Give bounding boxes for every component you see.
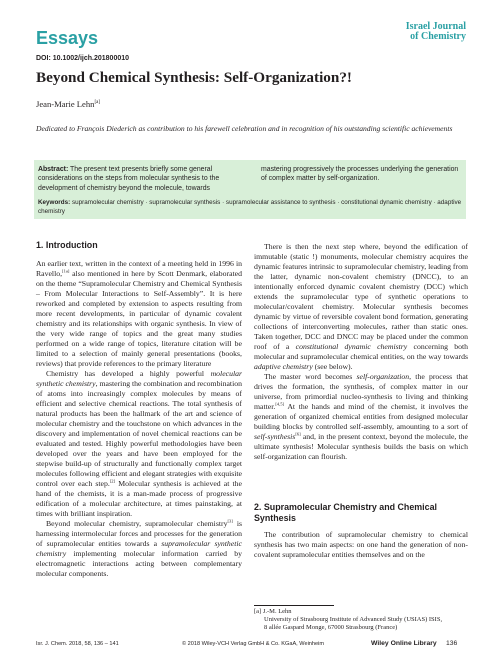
abstract-label: Abstract: bbox=[38, 166, 69, 173]
author-footnote bbox=[254, 608, 468, 633]
abstract-left bbox=[38, 165, 251, 193]
author-name: Jean-Marie Lehn bbox=[36, 99, 95, 109]
footer-copyright: © 2018 Wiley-VCH Verlag GmbH & Co. KGaA, Weinheim bbox=[182, 641, 325, 647]
journal-name bbox=[356, 22, 466, 42]
citation-ref[interactable]: [4,5] bbox=[275, 401, 285, 407]
page-number: 136 bbox=[446, 640, 458, 647]
keywords bbox=[38, 198, 462, 216]
right-paragraph-1: There is then the next step where, beyond the edification of immutable (static !) monuments, molecular chemistry acquires the dynamic features intrinsic to supramolecular chemistry, leading from the latter, dynamic non-covalent chemistry (DNCC), to an intentionally enforced dynamic covalent chemistry (DCC) which extends the supramolecular type of synthetic operations to molecular/covalent chemistry. Molecular synthesis becomes dynamic by virtue of reversible covalent bond formation, generating collections of interconverting molecules, rather than static ones. Taken together, DCC and DNCC may be placed under the common roof of a constitutional dynamic chemistry concerning both molecular and supramolecular chemical entities, on the way towards adaptive chemistry (see below). bbox=[254, 242, 468, 371]
abstract-text-left: The present text presents briefly some general considerations on the steps from molecular synthesis to the development of chemistry beyond the molecule, towards bbox=[38, 166, 220, 192]
abstract-text-right: mastering progressively the processes underlying the generation of complex matter by self-organization. bbox=[261, 166, 459, 183]
section-label: Essays bbox=[36, 28, 99, 48]
dedication: Dedicated to François Diederich as contribution to his farewell celebration and in recognition of his outstanding scientific achievements bbox=[36, 124, 453, 133]
right-column bbox=[254, 242, 468, 462]
left-paragraph-1: An earlier text, written in the context of a meeting held in 1996 in Ravello,[1a] also mentioned in here by Scott Denmark, elaborated on the theme “Supramolecular Chemistry and Chemical Synthesis – From Molecular Interactions to Self-Assembly”. It is here reworked and completed by extension to aspects resulting from more recent developments, in particular of dynamic covalent chemistry and its relationships with organic synthesis. In view of the very wide range of topics and the great many studies performed on a wide range of topics, literature citation will be limited to a selection of mainly general presentations (books, reviews) that provide references to the primary literature bbox=[36, 259, 242, 368]
article-title: Beyond Chemical Synthesis: Self-Organization?! bbox=[36, 69, 352, 86]
doi[interactable]: DOI: 10.1002/ijch.201800010 bbox=[36, 55, 130, 62]
citation-ref[interactable]: [1a] bbox=[62, 268, 70, 274]
citation-ref[interactable]: [2] bbox=[109, 478, 116, 484]
right-paragraph-2: The master word becomes self-organization, the process that drives the formation, the synthesis, of complex matter in our universe, from primordial nucleo-synthesis to living and thinking matter.[4,5] At the hands and mind of the chemist, it involves the generation of organized chemical entities from designed molecular building blocks by controlled self-assembly, amounting to a sort of self-synthesis[6] and, in the present context, beyond the molecule, the ultimate synthesis! Molecular synthesis builds the basis on which self-organization can flourish. bbox=[254, 371, 468, 461]
intro-heading: 1. Introduction bbox=[36, 240, 98, 250]
author bbox=[36, 99, 100, 109]
journal-name-line2: of Chemistry bbox=[410, 31, 466, 42]
author-affiliation-ref[interactable]: [a] bbox=[94, 100, 101, 106]
supramolecular-heading: 2. Supramolecular Chemistry and Chemical Synthesis bbox=[254, 502, 437, 523]
wiley-online-library-link[interactable]: Wiley Online Library bbox=[371, 640, 437, 647]
keywords-label: Keywords: bbox=[38, 199, 71, 206]
footnote-line2: 8 allée Gaspard Monge, 67000 Strasbourg (France) bbox=[264, 624, 398, 632]
keywords-list: supramolecular chemistry · supramolecular synthesis · supramolecular assistance to synthesis · constitutional dynamic chemistry · adaptive chemistry bbox=[38, 199, 462, 216]
footnote-label: [a] J.-M. Lehn bbox=[254, 608, 292, 615]
right-column-section-2 bbox=[254, 530, 468, 560]
right-paragraph-3: The contribution of supramolecular chemistry to chemical synthesis has two main aspects: on one hand the generation of non-covalent supramolecular entities themselves and on the bbox=[254, 530, 468, 559]
footnote-rule bbox=[254, 605, 334, 606]
left-paragraph-3: Beyond molecular chemistry, supramolecular chemistry[3] is harnessing intermolecular forces and processes for the generation of supramolecular entities towards a supramolecular synthetic chemistry implementing molecular information carried by electromagnetic interactions acting between complementary molecular components. bbox=[36, 518, 243, 578]
journal-name-line1: Israel Journal bbox=[405, 21, 466, 32]
abstract-box bbox=[34, 160, 466, 219]
footer-citation: Isr. J. Chem. 2018, 58, 136 – 141 bbox=[36, 641, 119, 647]
abstract-right bbox=[261, 165, 462, 184]
left-paragraph-2: Chemistry has developed a highly powerful molecular synthetic chemistry, mastering the combination and recombination of atoms into increasingly complex molecules by means of efficient and selective chemical reactions. The total synthesis of natural products has been the hallmark of the art and science of molecular chemistry and the touchstone on which advances in the discovery and implementation of novel chemical reactions can be evaluated and tested. Highly powerful methodologies have been developed over the years and have been employed for the stepwise build-up of structurally and functionally complex target molecules following efficient and elegant strategies with exquisite control over each step.[2] Molecular synthesis is achieved at the hand of the chemists, it is a man-made process of progressive edification of a molecular architecture, at times painstaking, at times with brilliant inspiration. bbox=[36, 368, 242, 518]
citation-ref[interactable]: [6] bbox=[295, 431, 301, 437]
footnote-line1: University of Strasbourg Institute of Advanced Study (USIAS) ISIS, bbox=[264, 616, 443, 624]
citation-ref[interactable]: [3] bbox=[227, 518, 233, 524]
left-column bbox=[36, 259, 242, 579]
